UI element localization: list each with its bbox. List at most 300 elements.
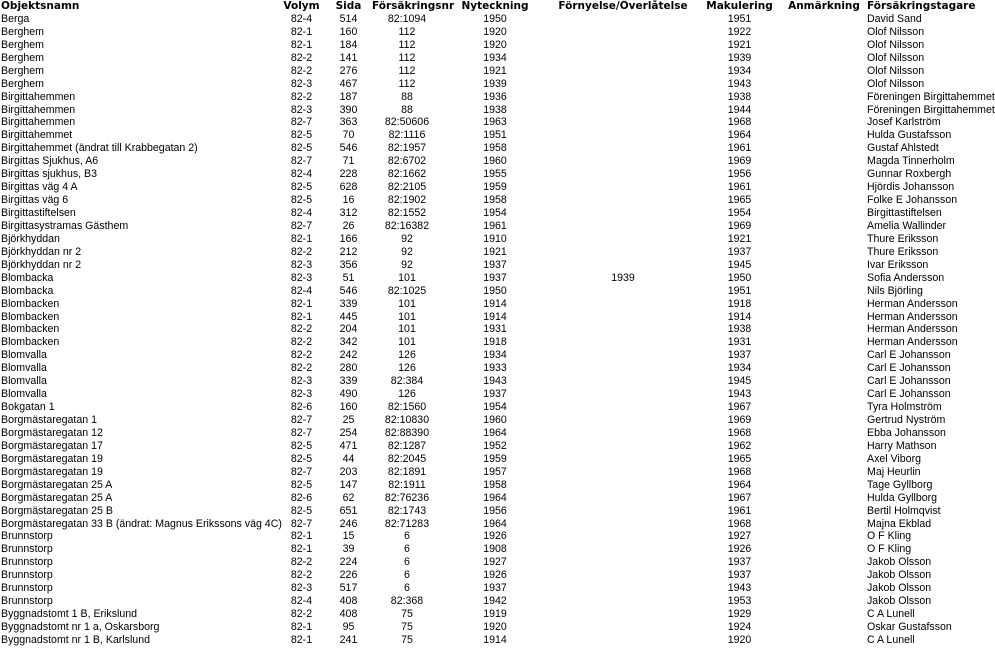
makulering-cell: 1969 [727, 155, 752, 168]
volym-cell: 82-7 [290, 219, 313, 232]
objektsnamn-cell: Birgittas väg 6 [1, 194, 69, 207]
anmarkning-cell [781, 556, 867, 569]
sida-cell: 408 [339, 608, 358, 621]
makulering-cell: 1967 [727, 401, 752, 414]
sida-cell: 490 [339, 388, 358, 401]
nyteckning-cell: 1964 [483, 426, 507, 439]
volym-cell: 82-3 [290, 271, 313, 284]
objektsnamn-cell: Brunnstorp [1, 582, 53, 595]
forsakringstagare-cell: C A Lunell [867, 608, 915, 621]
fornyelse-cell [548, 298, 698, 311]
volym-cell: 82-7 [290, 517, 313, 530]
anmarkning-cell [781, 362, 867, 375]
makulering-cell: 1938 [727, 90, 752, 103]
objektsnamn-cell: Björkhyddan nr 2 [1, 245, 82, 258]
anmarkning-cell [781, 608, 867, 621]
sida-cell: 517 [339, 582, 358, 595]
fornyelse-cell [548, 479, 698, 492]
nyteckning-cell: 1939 [483, 77, 507, 90]
table-row [0, 246, 960, 259]
sida-cell: 25 [342, 414, 355, 426]
nyteckning-cell: 1921 [483, 64, 507, 77]
forsakringsnr-cell: 82:1891 [387, 465, 427, 478]
forsakringsnr-cell: 112 [398, 64, 416, 77]
objektsnamn-cell: Brunnstorp [1, 569, 53, 582]
forsakringstagare-cell: Ivar Eriksson [867, 258, 929, 271]
forsakringstagare-cell: Olof Nilsson [867, 64, 925, 77]
makulering-cell: 1968 [727, 517, 752, 530]
volym-cell: 82-7 [290, 465, 313, 478]
anmarkning-cell [781, 427, 867, 440]
forsakringstagare-cell: Jakob Olsson [867, 569, 932, 582]
forsakringstagare-cell: Tyra Holmström [867, 401, 942, 414]
forsakringsnr-cell: 82:1911 [388, 478, 426, 491]
table-row [0, 129, 960, 142]
nyteckning-cell: 1960 [483, 155, 507, 168]
forsakringstagare-cell: Föreningen Birgittahemmet [867, 90, 995, 103]
forsakringstagare-cell: Gertrud Nyström [867, 414, 946, 426]
table-row [0, 401, 960, 414]
table-row [0, 13, 960, 26]
anmarkning-cell [781, 543, 867, 556]
table-row [0, 453, 960, 466]
table-row [0, 26, 960, 39]
header-fornyelse-overlatelse: Förnyelse/Överlåtelse [558, 0, 688, 12]
nyteckning-cell: 1938 [483, 103, 507, 116]
fornyelse-cell [548, 233, 698, 246]
anmarkning-cell [781, 349, 867, 362]
nyteckning-cell: 1937 [483, 271, 507, 284]
table-row [0, 569, 960, 582]
forsakringstagare-cell: Carl E Johansson [867, 362, 951, 375]
fornyelse-cell [548, 466, 698, 479]
table-row [0, 78, 960, 91]
makulering-cell: 1968 [727, 426, 752, 439]
table-row [0, 427, 960, 440]
sida-cell: 15 [342, 530, 355, 543]
makulering-cell: 1969 [727, 219, 752, 232]
volym-cell: 82-2 [290, 349, 313, 362]
objektsnamn-cell: Borgmästaregatan 25 A [1, 491, 113, 504]
sida-cell: 467 [339, 77, 358, 90]
table-row [0, 414, 960, 427]
anmarkning-cell [781, 569, 867, 582]
objektsnamn-cell: Blomvalla [1, 388, 47, 401]
forsakringstagare-cell: O F Kling [867, 543, 912, 556]
anmarkning-cell [781, 453, 867, 466]
objektsnamn-cell: Blombacka [1, 284, 54, 297]
forsakringstagare-cell: Tage Gyllborg [867, 478, 933, 491]
fornyelse-cell: 1939 [611, 271, 635, 284]
fornyelse-cell [548, 556, 698, 569]
volym-cell: 82-1 [290, 297, 313, 310]
forsakringstagare-cell: Amelia Wallinder [867, 219, 947, 232]
table-row [0, 168, 960, 181]
table-row [0, 518, 960, 531]
objektsnamn-cell: Berghem [1, 25, 44, 38]
nyteckning-cell: 1958 [483, 142, 507, 155]
forsakringsnr-cell: 82:1902 [387, 194, 427, 207]
makulering-cell: 1921 [727, 232, 752, 245]
sida-cell: 276 [339, 64, 358, 77]
anmarkning-cell [781, 323, 867, 336]
anmarkning-cell [781, 220, 867, 233]
volym-cell: 82-4 [290, 168, 313, 181]
anmarkning-cell [781, 129, 867, 142]
anmarkning-cell [781, 13, 867, 26]
objektsnamn-cell: Birgittahemmet [1, 129, 73, 142]
table-row [0, 556, 960, 569]
forsakringsnr-cell: 82:1287 [387, 439, 427, 452]
forsakringstagare-cell: Olof Nilsson [867, 25, 925, 38]
objektsnamn-cell: Borgmästaregatan 19 [1, 465, 103, 478]
volym-cell: 82-2 [290, 245, 313, 258]
objektsnamn-cell: Brunnstorp [1, 556, 53, 569]
objektsnamn-cell: Brunnstorp [1, 543, 53, 556]
table-row [0, 479, 960, 492]
makulering-cell: 1934 [727, 362, 752, 375]
sida-cell: 242 [339, 349, 358, 362]
forsakringsnr-cell: 112 [398, 25, 416, 38]
volym-cell: 82-2 [290, 608, 313, 621]
sida-cell: 141 [339, 51, 358, 64]
makulering-cell: 1961 [727, 181, 752, 194]
makulering-cell: 1945 [727, 258, 752, 271]
fornyelse-cell [548, 388, 698, 401]
anmarkning-cell [781, 104, 867, 117]
makulering-cell: 1929 [727, 608, 752, 621]
fornyelse-cell [548, 220, 698, 233]
nyteckning-cell: 1937 [483, 388, 507, 401]
fornyelse-cell [548, 129, 698, 142]
nyteckning-cell: 1960 [483, 414, 507, 426]
sida-cell: 166 [339, 232, 358, 245]
sida-cell: 39 [342, 543, 355, 556]
sida-cell: 445 [339, 310, 358, 323]
volym-cell: 82-2 [290, 362, 313, 375]
nyteckning-cell: 1937 [483, 258, 507, 271]
sida-cell: 44 [342, 452, 355, 465]
objektsnamn-cell: Byggnadstomt nr 1 a, Oskarsborg [1, 621, 160, 633]
forsakringstagare-cell: Bertil Holmqvist [867, 504, 941, 517]
objektsnamn-cell: Birgittahemmet (ändrat till Krabbegatan 2) [1, 142, 198, 155]
nyteckning-cell: 1920 [483, 621, 507, 633]
fornyelse-cell [548, 246, 698, 259]
fornyelse-cell [548, 621, 698, 634]
fornyelse-cell [548, 582, 698, 595]
fornyelse-cell [548, 39, 698, 52]
sida-cell: 514 [339, 12, 358, 25]
fornyelse-cell [548, 427, 698, 440]
objektsnamn-cell: Birgittahemmen [1, 116, 76, 129]
objektsnamn-cell: Blombacken [1, 336, 60, 349]
table-row [0, 181, 960, 194]
sida-cell: 70 [342, 129, 355, 142]
volym-cell: 82-5 [290, 478, 313, 491]
fornyelse-cell [548, 168, 698, 181]
forsakringsnr-cell: 82:50606 [384, 116, 430, 129]
nyteckning-cell: 1961 [483, 219, 507, 232]
forsakringstagare-cell: David Sand [867, 12, 922, 25]
makulering-cell: 1962 [727, 439, 752, 452]
sida-cell: 187 [339, 90, 358, 103]
volym-cell: 82-3 [290, 582, 313, 595]
nyteckning-cell: 1956 [483, 504, 507, 517]
nyteckning-cell: 1954 [483, 207, 507, 219]
objektsnamn-cell: Byggnadstomt 1 B, Erikslund [1, 608, 138, 621]
forsakringsnr-cell: 112 [398, 77, 416, 90]
objektsnamn-cell: Birgittahemmen [1, 90, 76, 103]
objektsnamn-cell: Borgmästaregatan 12 [1, 426, 103, 439]
forsakringsnr-cell: 75 [401, 621, 413, 633]
objektsnamn-cell: Birgittas sjukhus, B3 [1, 168, 97, 181]
nyteckning-cell: 1951 [483, 129, 507, 142]
volym-cell: 82-1 [290, 310, 313, 323]
forsakringsnr-cell: 88 [401, 103, 413, 116]
table-row [0, 104, 960, 117]
sida-cell: 546 [339, 284, 358, 297]
volym-cell: 82-2 [290, 90, 313, 103]
objektsnamn-cell: Blombacken [1, 297, 60, 310]
forsakringstagare-cell: Carl E Johansson [867, 375, 951, 388]
forsakringsnr-cell: 82:76236 [384, 491, 430, 504]
forsakringsnr-cell: 82:1743 [387, 504, 427, 517]
volym-cell: 82-1 [290, 543, 313, 556]
nyteckning-cell: 1943 [483, 375, 507, 388]
nyteckning-cell: 1952 [483, 439, 507, 452]
sida-cell: 160 [339, 401, 358, 414]
fornyelse-cell [548, 401, 698, 414]
header-forsakringsnr: Försäkringsnr [372, 0, 455, 12]
anmarkning-cell [781, 52, 867, 65]
nyteckning-cell: 1963 [483, 116, 507, 129]
sida-cell: 16 [342, 194, 355, 207]
volym-cell: 82-5 [290, 439, 313, 452]
sida-cell: 147 [339, 478, 358, 491]
volym-cell: 82-7 [290, 414, 313, 426]
makulering-cell: 1921 [727, 38, 752, 51]
sida-cell: 339 [339, 297, 358, 310]
sida-cell: 226 [339, 569, 358, 582]
table-row [0, 492, 960, 505]
table-row [0, 259, 960, 272]
volym-cell: 82-2 [290, 64, 313, 77]
forsakringsnr-cell: 101 [398, 323, 416, 336]
sida-cell: 408 [339, 595, 358, 608]
forsakringstagare-cell: Carl E Johansson [867, 388, 951, 401]
forsakringsnr-cell: 82:16382 [384, 219, 430, 232]
makulering-cell: 1964 [727, 478, 752, 491]
makulering-cell: 1943 [727, 77, 752, 90]
table-row [0, 116, 960, 129]
sida-cell: 95 [342, 621, 355, 633]
fornyelse-cell [548, 285, 698, 298]
forsakringstagare-cell: Jakob Olsson [867, 582, 932, 595]
anmarkning-cell [781, 505, 867, 518]
makulering-cell: 1953 [727, 595, 752, 608]
anmarkning-cell [781, 298, 867, 311]
fornyelse-cell [548, 440, 698, 453]
forsakringsnr-cell: 88 [401, 90, 413, 103]
forsakringstagare-cell: Majna Ekblad [867, 517, 932, 530]
nyteckning-cell: 1958 [483, 478, 507, 491]
makulering-cell: 1937 [727, 556, 752, 569]
volym-cell: 82-3 [290, 258, 313, 271]
forsakringsnr-cell: 82:6702 [387, 155, 427, 168]
forsakringsnr-cell: 82:1957 [387, 142, 427, 155]
fornyelse-cell [548, 13, 698, 26]
makulering-cell: 1924 [727, 621, 752, 633]
objektsnamn-cell: Birgittas Sjukhus, A6 [1, 155, 99, 168]
fornyelse-cell [548, 375, 698, 388]
anmarkning-cell [781, 26, 867, 39]
forsakringsnr-cell: 82:1094 [387, 12, 427, 25]
forsakringsnr-cell: 92 [401, 232, 413, 245]
objektsnamn-cell: Borgmästaregatan 33 B (ändrat: Magnus Erikssons väg 4C) [1, 517, 282, 530]
sida-cell: 342 [339, 336, 358, 349]
anmarkning-cell [781, 259, 867, 272]
fornyelse-cell [548, 323, 698, 336]
forsakringstagare-cell: Carl E Johansson [867, 349, 951, 362]
makulering-cell: 1968 [727, 465, 752, 478]
volym-cell: 82-2 [290, 51, 313, 64]
forsakringstagare-cell: O F Kling [867, 530, 912, 543]
fornyelse-cell [548, 414, 698, 427]
nyteckning-cell: 1964 [483, 517, 507, 530]
volym-cell: 82-4 [290, 207, 313, 219]
volym-cell: 82-6 [290, 491, 313, 504]
fornyelse-cell [548, 104, 698, 117]
anmarkning-cell [781, 479, 867, 492]
anmarkning-cell [781, 634, 867, 647]
makulering-cell: 1922 [727, 25, 752, 38]
fornyelse-cell [548, 207, 698, 220]
fornyelse-cell [548, 311, 698, 324]
fornyelse-cell [548, 65, 698, 78]
objektsnamn-cell: Brunnstorp [1, 595, 53, 608]
forsakringstagare-cell: Thure Eriksson [867, 232, 939, 245]
sida-cell: 339 [339, 375, 358, 388]
sida-cell: 390 [339, 103, 358, 116]
forsakringsnr-cell: 6 [404, 543, 410, 556]
objektsnamn-cell: Bokgatan 1 [1, 401, 55, 414]
sida-cell: 204 [339, 323, 358, 336]
forsakringstagare-cell: Folke E Johansson [867, 194, 958, 207]
nyteckning-cell: 1954 [483, 401, 507, 414]
header-makulering: Makulering [706, 0, 773, 12]
table-row [0, 65, 960, 78]
makulering-cell: 1964 [727, 129, 752, 142]
objektsnamn-cell: Birgittahemmen [1, 103, 76, 116]
table-row [0, 582, 960, 595]
fornyelse-cell [548, 543, 698, 556]
forsakringsnr-cell: 126 [398, 388, 416, 401]
fornyelse-cell [548, 91, 698, 104]
sida-cell: 62 [342, 491, 355, 504]
table-row [0, 349, 960, 362]
sida-cell: 471 [339, 439, 358, 452]
forsakringstagare-cell: Hulda Gustafsson [867, 129, 952, 142]
anmarkning-cell [781, 440, 867, 453]
volym-cell: 82-7 [290, 426, 313, 439]
forsakringstagare-cell: Jakob Olsson [867, 556, 932, 569]
forsakringstagare-cell: Föreningen Birgittahemmet [867, 103, 995, 116]
objektsnamn-cell: Berghem [1, 51, 44, 64]
objektsnamn-cell: Blombacken [1, 310, 60, 323]
sida-cell: 254 [339, 426, 358, 439]
sida-cell: 280 [339, 362, 358, 375]
forsakringstagare-cell: Herman Andersson [867, 310, 958, 323]
volym-cell: 82-1 [290, 25, 313, 38]
anmarkning-cell [781, 595, 867, 608]
fornyelse-cell [548, 155, 698, 168]
makulering-cell: 1954 [727, 207, 752, 219]
fornyelse-cell [548, 78, 698, 91]
makulering-cell: 1914 [727, 310, 752, 323]
anmarkning-cell [781, 375, 867, 388]
forsakringstagare-cell: Magda Tinnerholm [867, 155, 955, 168]
anmarkning-cell [781, 181, 867, 194]
volym-cell: 82-6 [290, 401, 313, 414]
forsakringstagare-cell: C A Lunell [867, 633, 915, 646]
sida-cell: 651 [339, 504, 358, 517]
nyteckning-cell: 1936 [483, 90, 507, 103]
table-row [0, 91, 960, 104]
forsakringstagare-cell: Ebba Johansson [867, 426, 946, 439]
nyteckning-cell: 1950 [483, 284, 507, 297]
makulering-cell: 1961 [727, 504, 752, 517]
objektsnamn-cell: Borgmästaregatan 1 [1, 414, 97, 426]
objektsnamn-cell: Björkhyddan [1, 232, 60, 245]
objektsnamn-cell: Blomvalla [1, 362, 47, 375]
nyteckning-cell: 1908 [483, 543, 507, 556]
objektsnamn-cell: Blomvalla [1, 375, 47, 388]
table-row [0, 142, 960, 155]
anmarkning-cell [781, 388, 867, 401]
anmarkning-cell [781, 492, 867, 505]
nyteckning-cell: 1950 [483, 12, 507, 25]
makulering-cell: 1945 [727, 375, 752, 388]
sida-cell: 26 [342, 219, 355, 232]
volym-cell: 82-5 [290, 504, 313, 517]
objektsnamn-cell: Berghem [1, 38, 44, 51]
forsakringsnr-cell: 126 [398, 362, 416, 375]
fornyelse-cell [548, 569, 698, 582]
objektsnamn-cell: Berghem [1, 64, 44, 77]
objektsnamn-cell: Byggnadstomt nr 1 B, Karlslund [1, 633, 150, 646]
fornyelse-cell [548, 518, 698, 531]
forsakringsnr-cell: 92 [401, 245, 413, 258]
makulering-cell: 1943 [727, 388, 752, 401]
forsakringsnr-cell: 6 [404, 530, 410, 543]
makulering-cell: 1937 [727, 569, 752, 582]
table-row [0, 530, 960, 543]
forsakringsnr-cell: 6 [404, 556, 410, 569]
forsakringsnr-cell: 101 [398, 336, 416, 349]
forsakringsnr-cell: 92 [401, 258, 413, 271]
objektsnamn-cell: Birgittasystramas Gästhem [1, 219, 129, 232]
forsakringstagare-cell: Hulda Gyllborg [867, 491, 938, 504]
forsakringsnr-cell: 82:10830 [384, 414, 430, 426]
anmarkning-cell [781, 518, 867, 531]
volym-cell: 82-2 [290, 556, 313, 569]
forsakringstagare-cell: Birgittastiftelsen [867, 207, 942, 219]
fornyelse-cell [548, 505, 698, 518]
forsakringsnr-cell: 82:1116 [388, 129, 426, 142]
fornyelse-cell [548, 336, 698, 349]
makulering-cell: 1951 [727, 284, 752, 297]
forsakringsnr-cell: 101 [398, 310, 416, 323]
